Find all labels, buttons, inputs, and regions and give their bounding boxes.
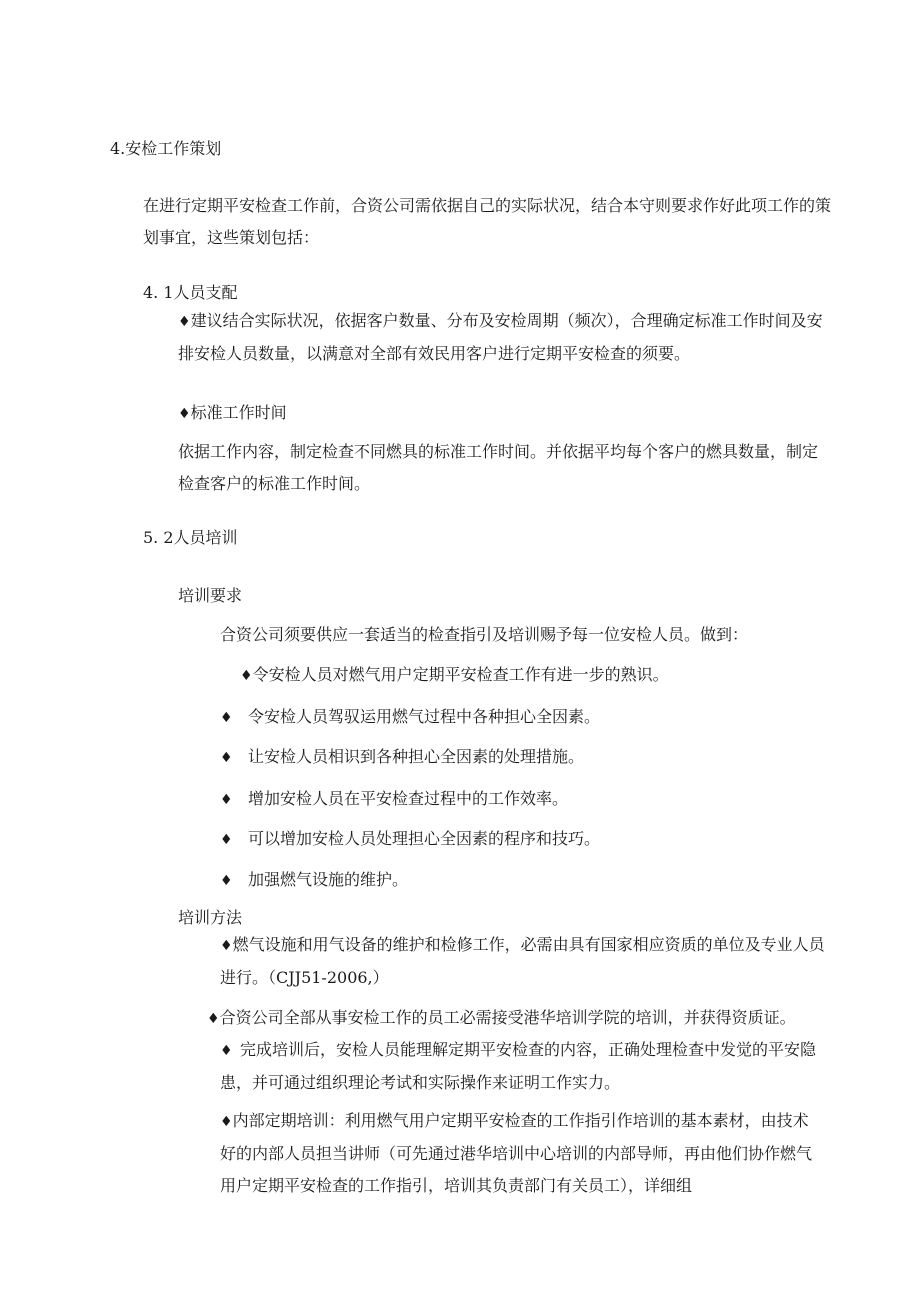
method-text: 内部定期培训：利用燃气用户定期平安检查的工作指引作培训的基本素材，由技术好的内部人员担当讲师（可先通过港华培训中心培训的内部导师，再由他们协作燃气用户定期平安检查的工作指引，培训其负责部门有关员工），详细组 [220, 1111, 813, 1195]
diamond-bullet-icon: ♦ [178, 314, 191, 330]
training-requirements-title: 培训要求 [178, 586, 243, 605]
diamond-bullet-icon: ♦ [220, 1043, 233, 1059]
training-requirements-intro: 合资公司须要供应一套适当的检查指引及培训赐予每一位安检人员。做到： [220, 625, 749, 644]
req-item [240, 667, 669, 683]
section-4-1-heading: 4. 1人员支配 [143, 283, 238, 302]
method-text: 合资公司全部从事安检工作的员工必需接受港华培训学院的培训，并获得资质证。 [219, 1008, 796, 1027]
req-item [220, 872, 408, 888]
section-4-intro: 在进行定期平安检查工作前，合资公司需依据自己的实际状况，结合本守则要求作好此项工作的策划事宜，这些策划包括： [143, 196, 832, 247]
diamond-bullet-icon: ♦ [220, 938, 233, 954]
method-item-4 [220, 1105, 820, 1202]
diamond-bullet-icon: ♦ [220, 1114, 233, 1130]
method-item-2 [207, 1010, 796, 1026]
req-item [220, 831, 600, 847]
diamond-bullet-icon: ♦ [220, 750, 233, 766]
section-4-1-bullet-1 [178, 305, 828, 370]
req-item-text: 令安检人员驾驭运用燃气过程中各种担心全因素。 [248, 707, 601, 726]
req-item [220, 791, 568, 807]
method-text: 完成培训后，安检人员能理解定期平安检查的内容，正确处理检查中发觉的平安隐患，并可通过组织理论考试和实际操作来证明工作实力。 [220, 1040, 817, 1092]
req-item-text: 增加安检人员在平安检查过程中的工作效率。 [248, 789, 569, 808]
req-item [220, 709, 600, 725]
diamond-bullet-icon: ♦ [240, 668, 253, 684]
req-item-text: 让安检人员相识到各种担心全因素的处理措施。 [248, 747, 585, 766]
method-item-3 [220, 1034, 820, 1099]
training-method-title: 培训方法 [178, 908, 243, 927]
req-item-text: 可以增加安检人员处理担心全因素的程序和技巧。 [248, 829, 601, 848]
req-item-text: 加强燃气设施的维护。 [248, 870, 409, 889]
bullet-text: 标准工作时间 [190, 403, 287, 422]
req-item [220, 749, 584, 765]
diamond-bullet-icon: ♦ [220, 710, 233, 726]
bullet-text: 建议结合实际状况，依据客户数量、分布及安检周期（频次），合理确定标准工作时间及安排安检人员数量，以满意对全部有效民用客户进行定期平安检查的须要。 [178, 311, 823, 363]
diamond-bullet-icon: ♦ [220, 873, 233, 889]
diamond-bullet-icon: ♦ [207, 1011, 220, 1027]
req-item-text: 令安检人员对燃气用户定期平安检查工作有进一步的熟识。 [252, 665, 669, 684]
section-4-1-standard-time-text: 依据工作内容，制定检查不同燃具的标准工作时间。并依据平均每个客户的燃具数量，制定检查客户的标准工作时间。 [178, 442, 819, 493]
diamond-bullet-icon: ♦ [220, 792, 233, 808]
section-5-2-heading: 5. 2人员培训 [143, 528, 238, 547]
diamond-bullet-icon: ♦ [178, 406, 191, 422]
method-text: 燃气设施和用气设备的维护和检修工作，必需由具有国家相应资质的单位及专业人员进行。（CJJ51-2006,） [220, 935, 825, 987]
diamond-bullet-icon: ♦ [220, 832, 233, 848]
method-item-1 [220, 929, 830, 994]
section-4-heading: 4.安检工作策划 [110, 139, 222, 158]
section-4-1-bullet-2 [178, 405, 287, 421]
